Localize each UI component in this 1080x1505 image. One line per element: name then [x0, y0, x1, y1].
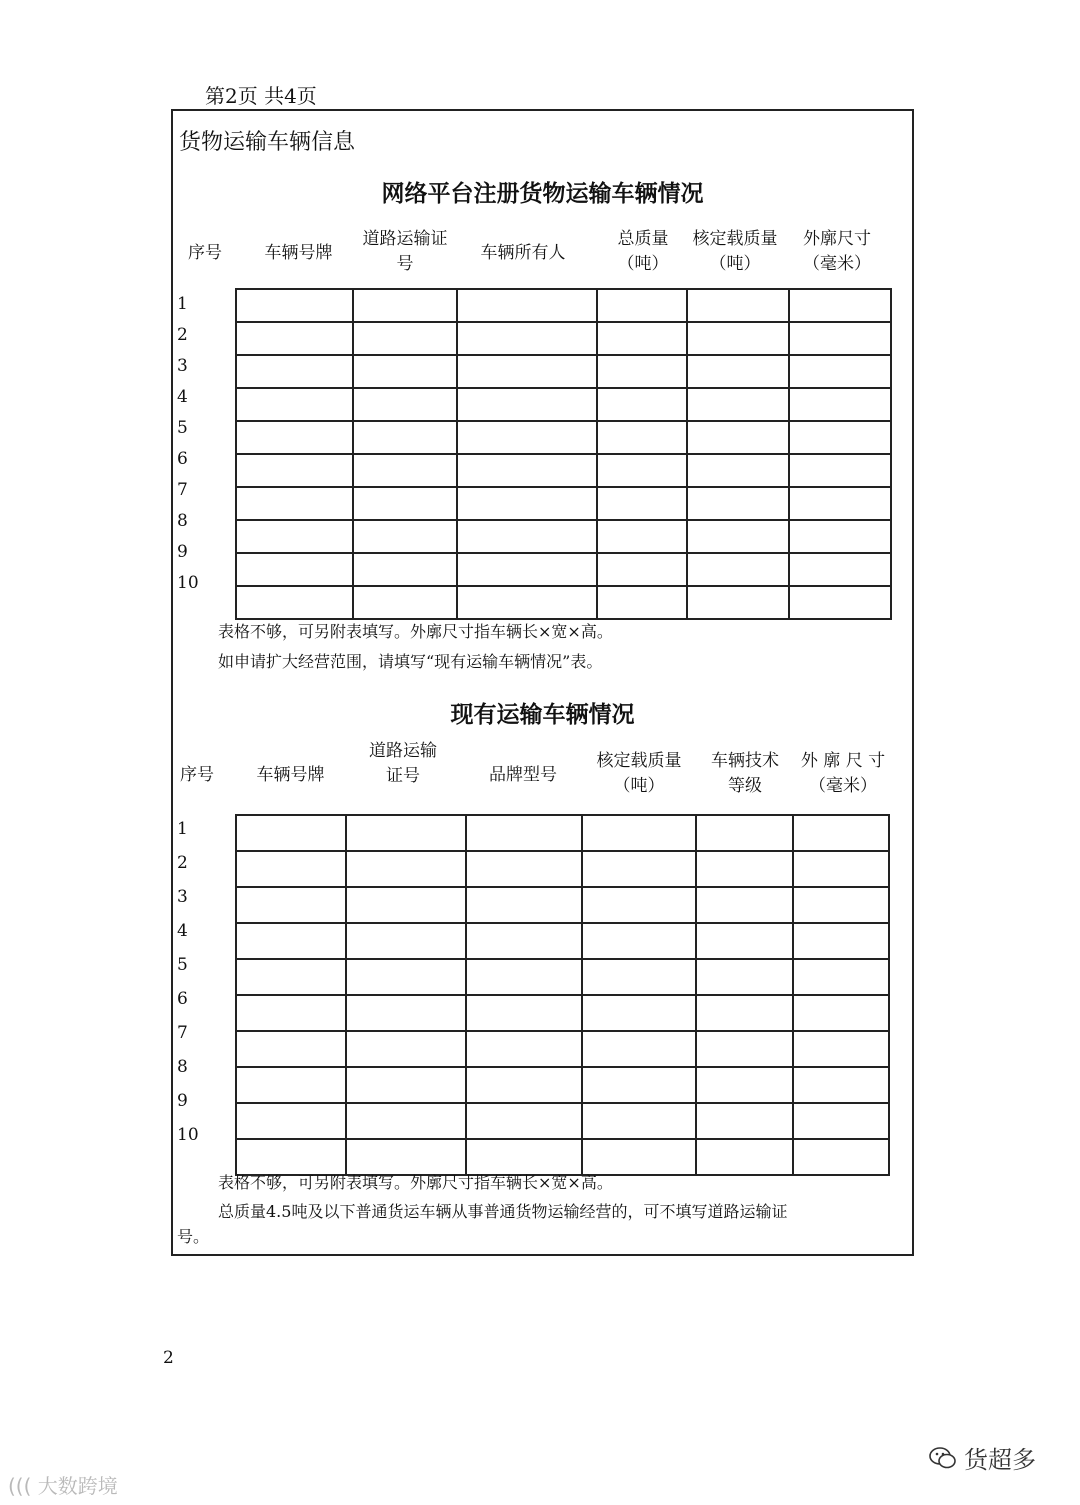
table1-row-number: 10	[177, 573, 199, 593]
table-cell[interactable]	[457, 487, 597, 520]
table2-header-4: 核定载质量 （吨）	[596, 751, 682, 796]
table-cell[interactable]	[466, 1103, 582, 1139]
table-cell[interactable]	[236, 923, 346, 959]
table-cell[interactable]	[353, 289, 457, 322]
table-cell[interactable]	[597, 289, 687, 322]
table-cell[interactable]	[582, 995, 696, 1031]
table2-row-number: 9	[177, 1091, 188, 1111]
table1-header-5: 核定载质量 （吨）	[692, 229, 778, 274]
table-cell[interactable]	[466, 1031, 582, 1067]
table1-header-4: 总质量 （吨）	[617, 229, 669, 274]
table-cell[interactable]	[236, 1067, 346, 1103]
table-cell[interactable]	[582, 851, 696, 887]
table-cell[interactable]	[236, 421, 353, 454]
table-row	[236, 289, 891, 322]
table-cell[interactable]	[353, 487, 457, 520]
table-cell[interactable]	[789, 355, 891, 388]
table-cell[interactable]	[236, 586, 353, 619]
table-cell[interactable]	[687, 586, 789, 619]
table-cell[interactable]	[582, 959, 696, 995]
table-cell[interactable]	[789, 421, 891, 454]
table-cell[interactable]	[687, 454, 789, 487]
table-cell[interactable]	[236, 887, 346, 923]
table2-note-1: 表格不够，可另附表填写。外廓尺寸指车辆长×宽×高。	[218, 1173, 613, 1192]
table-cell[interactable]	[346, 1103, 466, 1139]
table-cell[interactable]	[696, 1031, 793, 1067]
table-cell[interactable]	[236, 322, 353, 355]
table-cell[interactable]	[687, 289, 789, 322]
table-cell[interactable]	[597, 454, 687, 487]
table-cell[interactable]	[582, 1103, 696, 1139]
table1-row-number: 2	[177, 325, 188, 345]
table-row	[236, 1067, 889, 1103]
table-cell[interactable]	[582, 815, 696, 851]
table-cell[interactable]	[793, 923, 889, 959]
table-row	[236, 355, 891, 388]
table-cell[interactable]	[687, 520, 789, 553]
table-cell[interactable]	[597, 355, 687, 388]
table-cell[interactable]	[346, 1031, 466, 1067]
table-cell[interactable]	[687, 322, 789, 355]
table-cell[interactable]	[236, 959, 346, 995]
table-cell[interactable]	[597, 388, 687, 421]
table-cell[interactable]	[457, 289, 597, 322]
form-frame	[171, 109, 914, 1256]
chat-bubble-icon	[928, 1443, 958, 1473]
table2-title: 现有运输车辆情况	[450, 701, 635, 728]
table-cell[interactable]	[793, 1139, 889, 1175]
table-row	[236, 815, 889, 851]
table-row	[236, 454, 891, 487]
table-cell[interactable]	[236, 388, 353, 421]
table-cell[interactable]	[236, 995, 346, 1031]
table1-row-number: 6	[177, 449, 188, 469]
table-cell[interactable]	[353, 388, 457, 421]
table-cell[interactable]	[353, 454, 457, 487]
table-cell[interactable]	[236, 289, 353, 322]
table1-header-0: 序号	[188, 243, 222, 263]
table-row	[236, 1139, 889, 1175]
table-cell[interactable]	[353, 586, 457, 619]
table-cell[interactable]	[696, 887, 793, 923]
table-cell[interactable]	[789, 289, 891, 322]
table-cell[interactable]	[687, 355, 789, 388]
table-row	[236, 487, 891, 520]
table-cell[interactable]	[353, 355, 457, 388]
table-cell[interactable]	[466, 959, 582, 995]
table-row	[236, 887, 889, 923]
table-row	[236, 923, 889, 959]
table-cell[interactable]	[789, 454, 891, 487]
table-cell[interactable]	[346, 959, 466, 995]
table-cell[interactable]	[466, 851, 582, 887]
table-cell[interactable]	[457, 553, 597, 586]
table1-row-number: 8	[177, 511, 188, 531]
table-cell[interactable]	[696, 923, 793, 959]
table-cell[interactable]	[793, 995, 889, 1031]
table-cell[interactable]	[582, 1067, 696, 1103]
table-cell[interactable]	[346, 1067, 466, 1103]
table1-header-1: 车辆号牌	[264, 243, 333, 263]
table-cell[interactable]	[793, 851, 889, 887]
table1-note-1: 表格不够，可另附表填写。外廓尺寸指车辆长×宽×高。	[218, 622, 613, 641]
table-cell[interactable]	[466, 923, 582, 959]
table1-row-number: 4	[177, 387, 188, 407]
table2-row-number: 3	[177, 887, 188, 907]
table2-row-number: 7	[177, 1023, 188, 1043]
table2-row-number: 8	[177, 1057, 188, 1077]
table-row	[236, 520, 891, 553]
table-cell[interactable]	[789, 487, 891, 520]
table1-header-2: 道路运输证 号	[362, 229, 448, 274]
table-cell[interactable]	[597, 520, 687, 553]
table1-note-2: 如申请扩大经营范围，请填写“现有运输车辆情况”表。	[218, 652, 603, 671]
table-cell[interactable]	[236, 355, 353, 388]
table-row	[236, 959, 889, 995]
watermark-right	[928, 1440, 1036, 1475]
table-cell[interactable]	[353, 553, 457, 586]
table1-row-number: 9	[177, 542, 188, 562]
table-cell[interactable]	[597, 322, 687, 355]
table-cell[interactable]	[353, 421, 457, 454]
watermark-right-text: 货超多	[964, 1446, 1036, 1474]
table-cell[interactable]	[466, 815, 582, 851]
table-cell[interactable]	[793, 1067, 889, 1103]
table2-header-1: 车辆号牌	[256, 765, 325, 785]
table-cell[interactable]	[597, 421, 687, 454]
table2-header-0: 序号	[180, 765, 214, 785]
table2-header-2: 道路运输 证号	[369, 741, 437, 786]
table-cell[interactable]	[236, 1139, 346, 1175]
table-cell[interactable]	[236, 520, 353, 553]
table-row	[236, 851, 889, 887]
table-row	[236, 1031, 889, 1067]
table-cell[interactable]	[236, 487, 353, 520]
table-cell[interactable]	[457, 421, 597, 454]
table2-header-5: 车辆技术 等级	[711, 751, 779, 796]
table-cell[interactable]	[466, 887, 582, 923]
table1-row-number: 1	[177, 294, 188, 314]
table1-header-3: 车辆所有人	[480, 243, 566, 263]
table-cell[interactable]	[793, 1031, 889, 1067]
table2-header-6: 外 廓 尺 寸 （毫米）	[800, 751, 886, 796]
table-cell[interactable]	[793, 959, 889, 995]
table2-row-number: 6	[177, 989, 188, 1009]
table-cell[interactable]	[687, 487, 789, 520]
page-header: 第2页 共4页	[205, 84, 317, 108]
table-cell[interactable]	[582, 923, 696, 959]
page-number: 2	[163, 1348, 174, 1368]
table-cell[interactable]	[457, 355, 597, 388]
table-cell[interactable]	[457, 322, 597, 355]
table2-header-3: 品牌型号	[489, 765, 557, 785]
table-cell[interactable]	[696, 815, 793, 851]
table-cell[interactable]	[466, 1067, 582, 1103]
table-cell[interactable]	[789, 520, 891, 553]
table2-note-2: 总质量4.5吨及以下普通货运车辆从事普通货物运输经营的，可不填写道路运输证	[218, 1202, 788, 1221]
table-cell[interactable]	[597, 553, 687, 586]
table-cell[interactable]	[346, 851, 466, 887]
table-cell[interactable]	[236, 553, 353, 586]
table1-title: 网络平台注册货物运输车辆情况	[381, 180, 704, 207]
table-cell[interactable]	[687, 553, 789, 586]
watermark-left-text: 大数跨境	[37, 1474, 118, 1498]
table-cell[interactable]	[346, 887, 466, 923]
table-cell[interactable]	[789, 553, 891, 586]
table-cell[interactable]	[457, 520, 597, 553]
table-cell[interactable]	[789, 388, 891, 421]
table-cell[interactable]	[466, 995, 582, 1031]
table-cell[interactable]	[582, 1031, 696, 1067]
table-cell[interactable]	[236, 851, 346, 887]
table-cell[interactable]	[687, 421, 789, 454]
table2-row-number: 10	[177, 1125, 199, 1145]
table-cell[interactable]	[346, 923, 466, 959]
table-cell[interactable]	[346, 995, 466, 1031]
table-cell[interactable]	[236, 1031, 346, 1067]
table-cell[interactable]	[597, 487, 687, 520]
table-cell[interactable]	[353, 322, 457, 355]
table-cell[interactable]	[457, 454, 597, 487]
table-row	[236, 553, 891, 586]
table-cell[interactable]	[346, 1139, 466, 1175]
table-cell[interactable]	[582, 1139, 696, 1175]
watermark-left	[8, 1470, 118, 1499]
table2-row-number: 4	[177, 921, 188, 941]
table-cell[interactable]	[457, 586, 597, 619]
table-cell[interactable]	[696, 851, 793, 887]
table-row	[236, 995, 889, 1031]
table-cell[interactable]	[696, 1139, 793, 1175]
table-cell[interactable]	[353, 520, 457, 553]
table2-row-number: 1	[177, 819, 188, 839]
watermark-left-logo-icon: (((	[8, 1474, 32, 1498]
table-cell[interactable]	[789, 586, 891, 619]
table-row	[236, 421, 891, 454]
table-cell[interactable]	[466, 1139, 582, 1175]
table-cell[interactable]	[793, 887, 889, 923]
table1-grid	[235, 288, 892, 620]
table-cell[interactable]	[696, 995, 793, 1031]
table-row	[236, 322, 891, 355]
table-cell[interactable]	[236, 454, 353, 487]
table2-row-number: 5	[177, 955, 188, 975]
table1-row-number: 7	[177, 480, 188, 500]
section-label: 货物运输车辆信息	[179, 130, 356, 155]
table-cell[interactable]	[236, 815, 346, 851]
table-row	[236, 586, 891, 619]
table1-row-number: 3	[177, 356, 188, 376]
table-cell[interactable]	[346, 815, 466, 851]
table2-row-number: 2	[177, 853, 188, 873]
table1-row-number: 5	[177, 418, 188, 438]
table-cell[interactable]	[789, 322, 891, 355]
table-cell[interactable]	[793, 1103, 889, 1139]
table2-grid	[235, 814, 890, 1176]
table-cell[interactable]	[687, 388, 789, 421]
table-cell[interactable]	[457, 388, 597, 421]
table-cell[interactable]	[597, 586, 687, 619]
table-cell[interactable]	[793, 815, 889, 851]
table-cell[interactable]	[696, 1067, 793, 1103]
table-row	[236, 1103, 889, 1139]
table-cell[interactable]	[582, 887, 696, 923]
table-cell[interactable]	[696, 959, 793, 995]
table-row	[236, 388, 891, 421]
table-cell[interactable]	[236, 1103, 346, 1139]
table2-note-3: 号。	[177, 1227, 210, 1246]
table1-header-6: 外廓尺寸 （毫米）	[803, 229, 871, 274]
table-cell[interactable]	[696, 1103, 793, 1139]
